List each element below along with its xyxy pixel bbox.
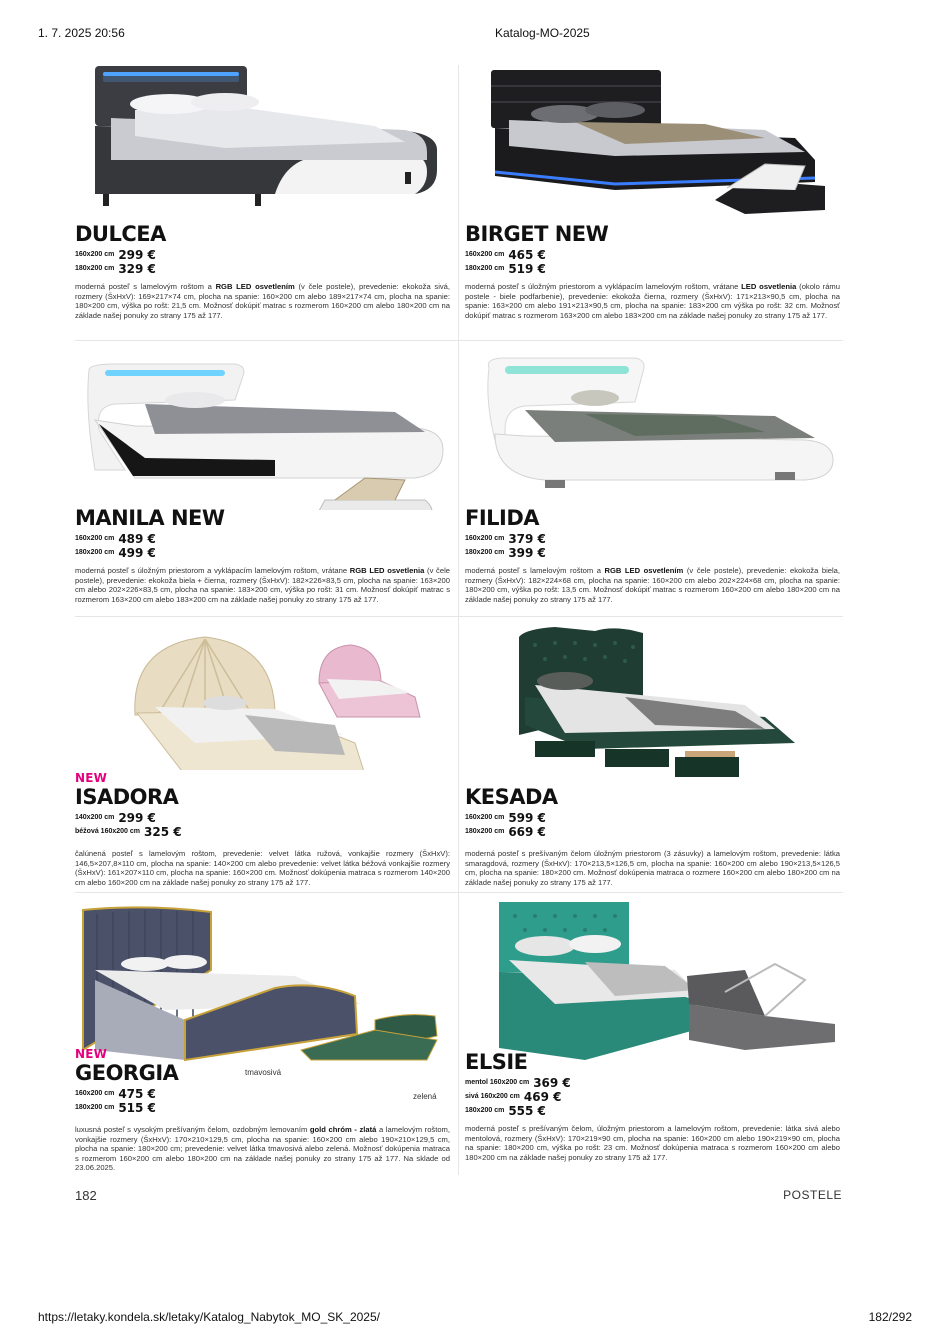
product-description: moderná posteľ s lamelovým roštom a RGB LED osvetlením (v čele postele), prevedenie: ekokoža sivá, rozmery (ŠxHxV): 169×217×74 cm, plocha na spanie: 160×200 cm alebo 189×217×74 cm, plocha na spanie: 180×200 cm, výška po rošt: 21,5 cm. Možnosť dokúpiť matrac s rozmerom 160×200 cm alebo 180×200 cm na základe našej ponuky zo strany 175 až 177. (75, 282, 451, 320)
product-description: moderná posteľ s prešívaným čelom, úložným priestorom a lamelovým roštom, prevedenie: látka sivá alebo mentolová, rozmery (ŠxHxV): 170×219×90 cm, plocha na spanie: 160×200 cm alebo 190×219×90 cm, plocha na spanie: 180×200 cm, výška po rošt: 23 cm. Možnosť dokúpenia matraca s rozmerom 160×200 cm alebo 180×200 cm na základe našej ponuky zo strany 175 až 177. (465, 1124, 840, 1162)
size-label: 160x200 cm (75, 251, 115, 258)
price-list (75, 811, 450, 839)
price-row (75, 262, 450, 276)
size-label: 160x200 cm (465, 251, 505, 258)
print-header (0, 26, 950, 42)
product-name: DULCEA (75, 222, 166, 246)
product-info (75, 771, 450, 887)
size-label: 180x200 cm (465, 265, 505, 272)
bed-image-birget-new (465, 60, 840, 220)
price-value: 499 € (118, 546, 156, 560)
product-info (75, 1047, 450, 1173)
price-list (465, 1076, 840, 1118)
print-document-title: Katalog-MO-2025 (495, 26, 590, 40)
row-divider (75, 340, 843, 341)
product-info (465, 506, 840, 604)
price-row (75, 248, 450, 262)
price-list (75, 532, 450, 560)
product-name: BIRGET NEW (465, 222, 609, 246)
size-label: 140x200 cm (75, 814, 115, 821)
print-datetime: 1. 7. 2025 20:56 (38, 26, 125, 40)
price-row (75, 1087, 450, 1101)
price-value: 475 € (118, 1087, 156, 1101)
price-row (465, 811, 840, 825)
product-name: MANILA NEW (75, 506, 225, 530)
price-value: 325 € (144, 825, 182, 839)
bed-image-isadora (75, 625, 450, 770)
product-info (465, 222, 840, 320)
product-description: čalúnená posteľ s lamelovým roštom, prevedenie: velvet látka ružová, vonkajšie rozmery (ŠxHxV): 146,5×207,8×110 cm, plocha na spanie: 140×200 cm alebo prevedenie: velvet látka béžová vonkajšie rozmery (ŠxHxV): 161×207×110 cm, plocha na spanie: 160×200 cm. Možnosť dokúpenia matraca s rozmerom 140×200 cm alebo 160×200 cm na základe našej ponuky zo strany 175 až 177. (75, 849, 450, 887)
size-label: 160x200 cm (465, 814, 505, 821)
row-divider (75, 892, 843, 893)
product-card-elsie[interactable] (465, 900, 840, 1180)
new-badge: NEW (75, 1047, 108, 1061)
section-title: POSTELE (783, 1188, 842, 1202)
price-row (75, 811, 450, 825)
product-info (75, 222, 450, 320)
price-value: 399 € (508, 546, 546, 560)
price-row (465, 1104, 840, 1118)
print-footer (0, 1310, 950, 1326)
price-value: 519 € (508, 262, 546, 276)
page-number: 182 (75, 1188, 97, 1203)
price-row (75, 546, 450, 560)
product-info (465, 785, 840, 887)
price-row (75, 532, 450, 546)
price-value: 555 € (508, 1104, 546, 1118)
size-label: 180x200 cm (465, 1107, 505, 1114)
price-row (465, 1076, 840, 1090)
size-label: sivá 160x200 cm (465, 1093, 520, 1100)
price-value: 299 € (118, 248, 156, 262)
price-list (75, 1087, 450, 1115)
size-label: 160x200 cm (75, 535, 115, 542)
size-label: 180x200 cm (465, 828, 505, 835)
price-row (465, 248, 840, 262)
size-label: 160x200 cm (465, 535, 505, 542)
bed-image-elsie (465, 900, 840, 1060)
size-label: 160x200 cm (75, 1090, 115, 1097)
product-card-manila-new[interactable] (75, 350, 450, 612)
price-value: 469 € (523, 1090, 562, 1104)
product-description: moderná posteľ s úložným priestorom a vyklápacím lamelovým roštom, vrátane RGB LED osvetlenia (v čele postele), prevedenie: ekokoža biela + čierna, rozmery (ŠxHxV): 182×226×83,5 cm, plocha na spanie: 163×200 cm alebo 202×226×83,5 cm, plocha na spanie: 183×200 cm, výška po rošt: 31 cm. Možnosť dokúpiť matrac s rozmerom 163×200 cm alebo 183×200 cm na základe našej ponuky zo strany 175 až 177. (75, 566, 450, 604)
price-value: 515 € (118, 1101, 156, 1115)
product-card-kesada[interactable] (465, 625, 840, 887)
color-label-dark: tmavosivá (245, 1068, 282, 1077)
price-value: 669 € (508, 825, 546, 839)
size-label: 180x200 cm (75, 265, 115, 272)
price-list (75, 248, 450, 276)
bed-image-manila-new (75, 350, 450, 510)
price-value: 369 € (533, 1076, 571, 1090)
product-card-filida[interactable] (465, 350, 840, 612)
price-row (465, 546, 840, 560)
price-value: 599 € (508, 811, 546, 825)
price-value: 329 € (118, 262, 156, 276)
row-divider (75, 616, 843, 617)
price-row (465, 1090, 840, 1104)
product-name: FILIDA (465, 506, 540, 530)
product-description: luxusná posteľ s vysokým prešívaným čelom, ozdobným lemovaním gold chróm - zlatá a lamelovým roštom, vonkajšie rozmery (ŠxHxV): 170×210×129,5 cm, plocha na spanie: 160×200 cm alebo 190×210×129,5 cm, plocha na spanie: 180×200 cm; prevedenie: velvet látka tmavosivá alebo zelená. Možnosť dokúpenia matraca s rozmerom 160×200 cm alebo 180×200 cm na základe našej ponuky zo strany 175 až 177. Na sklade od 23.06.2025. (75, 1125, 450, 1173)
product-name: KESADA (465, 785, 558, 809)
product-name: GEORGIA (75, 1061, 179, 1085)
price-value: 489 € (118, 532, 156, 546)
price-list (465, 248, 840, 276)
price-row (75, 825, 450, 839)
price-row (465, 825, 840, 839)
price-value: 465 € (508, 248, 546, 262)
new-badge: NEW (75, 771, 108, 785)
price-value: 299 € (118, 811, 156, 825)
product-card-isadora[interactable] (75, 625, 450, 887)
product-description: moderná posteľ s lamelovým roštom a RGB LED osvetlením (v čele postele), prevedenie: ekokoža biela, rozmery (ŠxHxV): 182×224×68 cm, plocha na spanie: 160×200 cm alebo 202×224×68 cm, plocha na spanie: 180×200 cm, výška po rošt: 13,5 cm. Možnosť dokúpiť matrac s rozmerom 160×200 cm alebo 180×200 cm na základe našej ponuky zo strany 175 až 177. (465, 566, 841, 604)
product-card-georgia[interactable] (75, 900, 450, 1180)
size-label: 180x200 cm (75, 549, 115, 556)
product-description: moderná posteľ s úložným priestorom a vyklápacím lamelovým roštom, vrátane LED osvetlenia (okolo rámu postele - biele podfarbenie), prevedenie: ekokoža čierna, rozmery (ŠxHxV): 171×213×90,5 cm, plocha na spanie: 163×200 cm alebo 191×213×90,5 cm, plocha na spanie: 183×200 cm výška po rošt: 32 cm. Možnosť dokúpiť matrac s rozmerom 163×200 cm alebo 183×200 cm na základe našej ponuky zo strany 175 až 177. (465, 282, 840, 320)
product-description: moderná posteľ s prešívaným čelom úložným priestorom (3 zásuvky) a lamelovým roštom, prevedenie: látka smaragdová, rozmery (ŠxHxV): 170×213,5×126,5 cm, plocha na spanie: 160×200 cm alebo 190×213,5×126,5 cm, plocha na spanie: 180×200 cm. Možnosť dokúpenia matraca o rozmere 160×200 cm alebo 180×200 cm na základe našej ponuky zo strany 175 až 177. (465, 849, 840, 887)
price-row (465, 532, 840, 546)
product-info (465, 1050, 840, 1162)
product-info (75, 506, 450, 604)
column-divider (458, 65, 459, 1175)
bed-image-filida (465, 350, 840, 510)
size-label: 180x200 cm (75, 1104, 115, 1111)
size-label: mentol 160x200 cm (465, 1079, 530, 1086)
size-label: béžová 160x200 cm (75, 828, 140, 835)
product-card-dulcea[interactable] (75, 60, 450, 330)
product-name: ELSIE (465, 1050, 528, 1074)
price-row (465, 262, 840, 276)
price-list (465, 532, 840, 560)
price-row (75, 1101, 450, 1115)
price-value: 379 € (508, 532, 546, 546)
bed-image-dulcea (75, 60, 450, 220)
product-card-birget-new[interactable] (465, 60, 840, 330)
bed-image-kesada (465, 625, 840, 785)
print-pager: 182/292 (868, 1310, 912, 1324)
product-name: ISADORA (75, 785, 179, 809)
size-label: 180x200 cm (465, 549, 505, 556)
print-url[interactable]: https://letaky.kondela.sk/letaky/Katalog_Nabytok_MO_SK_2025/ (38, 1310, 380, 1324)
color-label-green: zelená (413, 1092, 437, 1101)
bed-image-georgia (75, 900, 450, 1062)
price-list (465, 811, 840, 839)
